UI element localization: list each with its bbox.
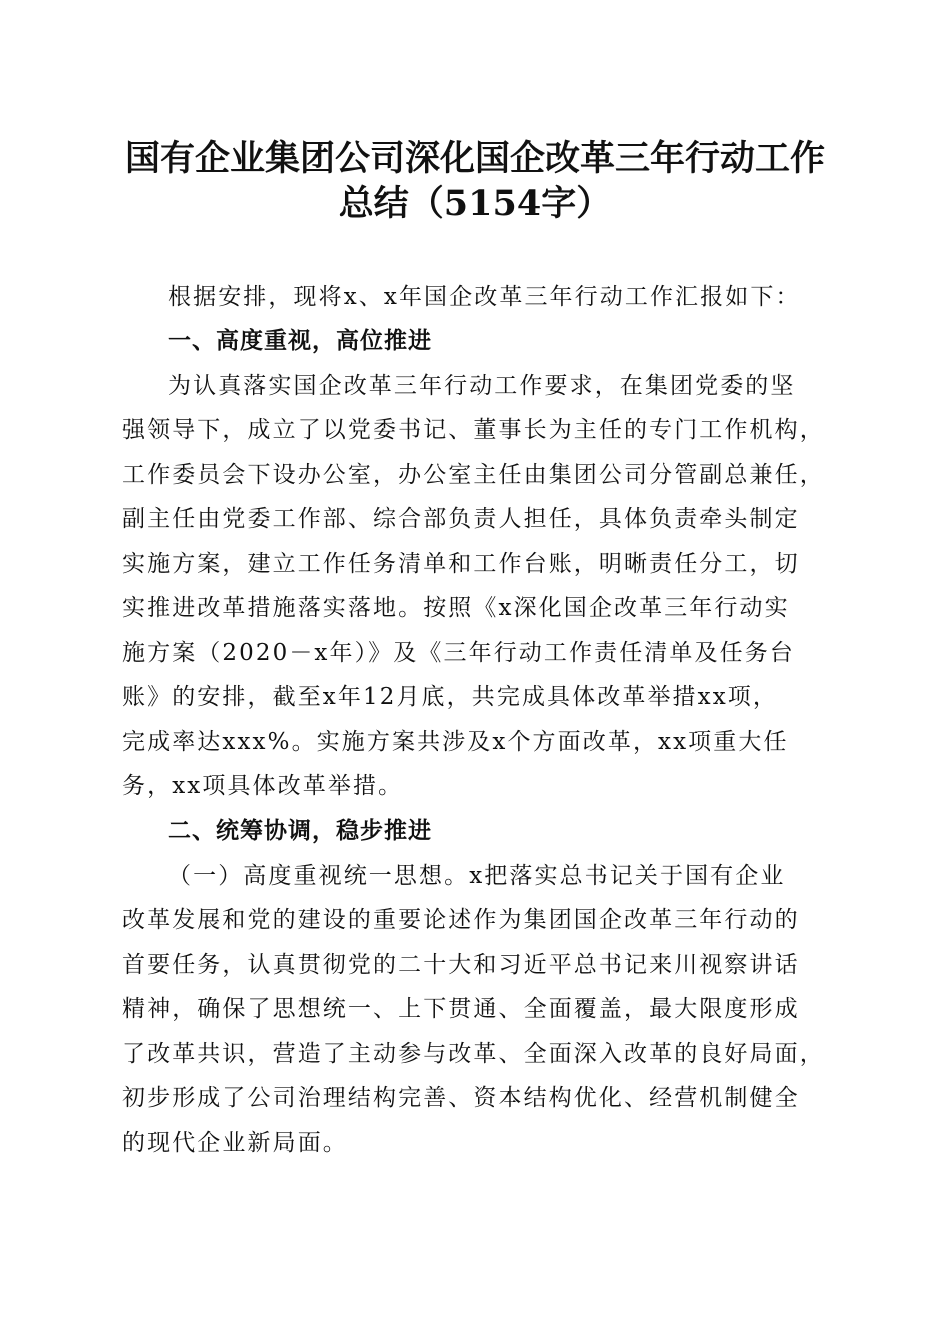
body-line: 初步形成了公司治理结构完善、资本结构优化、经营机制健全 bbox=[122, 1085, 800, 1111]
section-heading-1: 一、高度重视，高位推进 bbox=[168, 328, 432, 354]
document-title-line-2: 总结（5154字） bbox=[338, 183, 612, 224]
body-line: 账》的安排，截至x年12月底，共完成具体改革举措xx项， bbox=[122, 684, 778, 710]
body-line: 精神，确保了思想统一、上下贯通、全面覆盖，最大限度形成 bbox=[122, 996, 800, 1022]
body-line: 改革发展和党的建设的重要论述作为集团国企改革三年行动的 bbox=[122, 907, 800, 933]
body-line: 施方案（2020－x年）》及《三年行动工作责任清单及任务台 bbox=[122, 640, 795, 666]
body-line: 实施方案，建立工作任务清单和工作台账，明晰责任分工，切 bbox=[122, 551, 800, 577]
body-line: 强领导下，成立了以党委书记、董事长为主任的专门工作机构， bbox=[122, 417, 825, 443]
body-line: 的现代企业新局面。 bbox=[122, 1130, 348, 1156]
body-line: 完成率达xxx%。实施方案共涉及x个方面改革，xx项重大任 bbox=[122, 729, 789, 755]
body-line: （一）高度重视统一思想。x把落实总书记关于国有企业 bbox=[168, 863, 786, 889]
body-line: 实推进改革措施落实落地。按照《x深化国企改革三年行动实 bbox=[122, 595, 790, 621]
section-heading-2: 二、统筹协调，稳步推进 bbox=[168, 818, 432, 844]
body-line: 工作委员会下设办公室，办公室主任由集团公司分管副总兼任， bbox=[122, 462, 825, 488]
body-line: 了改革共识，营造了主动参与改革、全面深入改革的良好局面， bbox=[122, 1041, 825, 1067]
intro-paragraph: 根据安排，现将x、x年国企改革三年行动工作汇报如下： bbox=[168, 284, 801, 310]
body-line: 务，xx项具体改革举措。 bbox=[122, 773, 404, 799]
body-line: 为认真落实国企改革三年行动工作要求，在集团党委的坚 bbox=[168, 373, 796, 399]
body-line: 首要任务，认真贯彻党的二十大和习近平总书记来川视察讲话 bbox=[122, 952, 800, 978]
document-title-line-1: 国有企业集团公司深化国企改革三年行动工作 bbox=[124, 138, 825, 179]
body-line: 副主任由党委工作部、综合部负责人担任，具体负责牵头制定 bbox=[122, 506, 800, 532]
